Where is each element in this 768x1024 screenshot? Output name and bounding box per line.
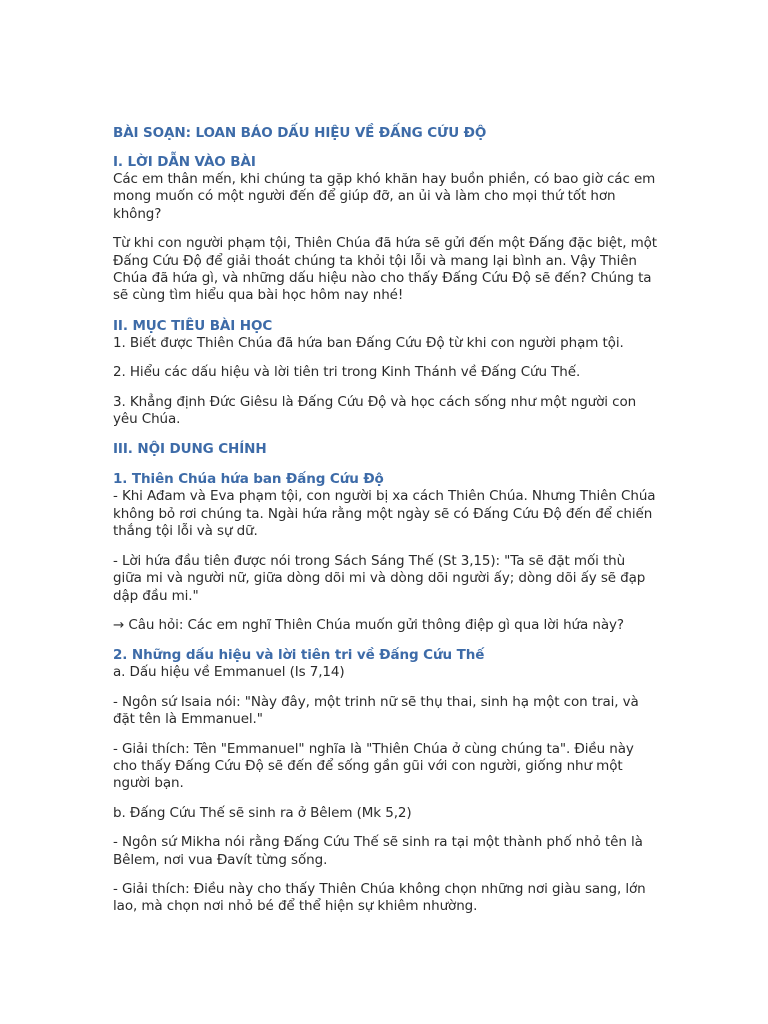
promise-paragraph-2: - Lời hứa đầu tiên được nói trong Sách Sáng Thế (St 3,15): "Ta sẽ đặt mối thù giữa mi và người nữ, giữa dòng dõi mi và dòng dõi người ấy; dòng dõi ấy sẽ đạp dập đầu mi." <box>113 552 646 604</box>
document-title: BÀI SOẠN: LOAN BÁO DẤU HIỆU VỀ ĐẤNG CỨU ĐỘ <box>113 125 487 141</box>
subsection-heading-signs: 2. Những dấu hiệu và lời tiên tri về Đấng Cứu Thế <box>113 647 485 664</box>
sign-b-paragraph-1: - Ngôn sứ Mikha nói rằng Đấng Cứu Thế sẽ sinh ra tại một thành phố nhỏ tên là Bêlem, nơi vua Đavít từng sống. <box>113 834 643 868</box>
section-heading-content: III. NỘI DUNG CHÍNH <box>113 441 267 458</box>
subsection-heading-promise: 1. Thiên Chúa hứa ban Đấng Cứu Độ <box>113 471 384 488</box>
intro-paragraph-1: Các em thân mến, khi chúng ta gặp khó khăn hay buồn phiền, có bao giờ các em mong muốn có một người đến để giúp đỡ, an ủi và làm cho mọi thứ tốt hơn không? <box>113 171 656 222</box>
section-heading-objectives: II. MỤC TIÊU BÀI HỌC <box>113 317 273 334</box>
objective-item-1: 1. Biết được Thiên Chúa đã hứa ban Đấng Cứu Độ từ khi con người phạm tội. <box>113 334 624 351</box>
sign-b-title: b. Đấng Cứu Thế sẽ sinh ra ở Bêlem (Mk 5,2) <box>113 804 412 821</box>
sign-a-paragraph-2: - Giải thích: Tên "Emmanuel" nghĩa là "Thiên Chúa ở cùng chúng ta". Điều này cho thấy Đấng Cứu Độ sẽ đến để sống gần gũi với con người, giống như một người bạn. <box>113 740 634 792</box>
objective-item-3: 3. Khẳng định Đức Giêsu là Đấng Cứu Độ và học cách sống như một người con yêu Chúa. <box>113 393 637 428</box>
document-page <box>113 123 658 928</box>
section-heading-intro: I. LỜI DẪN VÀO BÀI <box>113 154 256 170</box>
intro-paragraph-2: Từ khi con người phạm tội, Thiên Chúa đã hứa sẽ gửi đến một Đấng đặc biệt, một Đấng Cứu Độ để giải thoát chúng ta khỏi tội lỗi và mang lại bình an. Vậy Thiên Chúa đã hứa gì, và những dấu hiệu nào cho thấy Đấng Cứu Độ sẽ đến? Chúng ta sẽ cùng tìm hiểu qua bài học hôm nay nhé! <box>113 235 657 304</box>
promise-question: → Câu hỏi: Các em nghĩ Thiên Chúa muốn gửi thông điệp gì qua lời hứa này? <box>113 616 624 633</box>
sign-a-paragraph-1: - Ngôn sứ Isaia nói: "Này đây, một trinh nữ sẽ thụ thai, sinh hạ một con trai, và đặt tên là Emmanuel." <box>113 693 639 728</box>
objective-item-2: 2. Hiểu các dấu hiệu và lời tiên tri trong Kinh Thánh về Đấng Cứu Thế. <box>113 364 581 381</box>
sign-b-paragraph-2: - Giải thích: Điều này cho thấy Thiên Chúa không chọn những nơi giàu sang, lớn lao, mà chọn nơi nhỏ bé để thể hiện sự khiêm nhường. <box>113 880 646 915</box>
sign-a-title: a. Dấu hiệu về Emmanuel (Is 7,14) <box>113 664 345 681</box>
promise-paragraph-1: - Khi Ađam và Eva phạm tội, con người bị xa cách Thiên Chúa. Nhưng Thiên Chúa không bỏ rơi chúng ta. Ngài hứa rằng một ngày sẽ có Đấng Cứu Độ đến để chiến thắng tội lỗi và sự dữ. <box>113 488 656 540</box>
